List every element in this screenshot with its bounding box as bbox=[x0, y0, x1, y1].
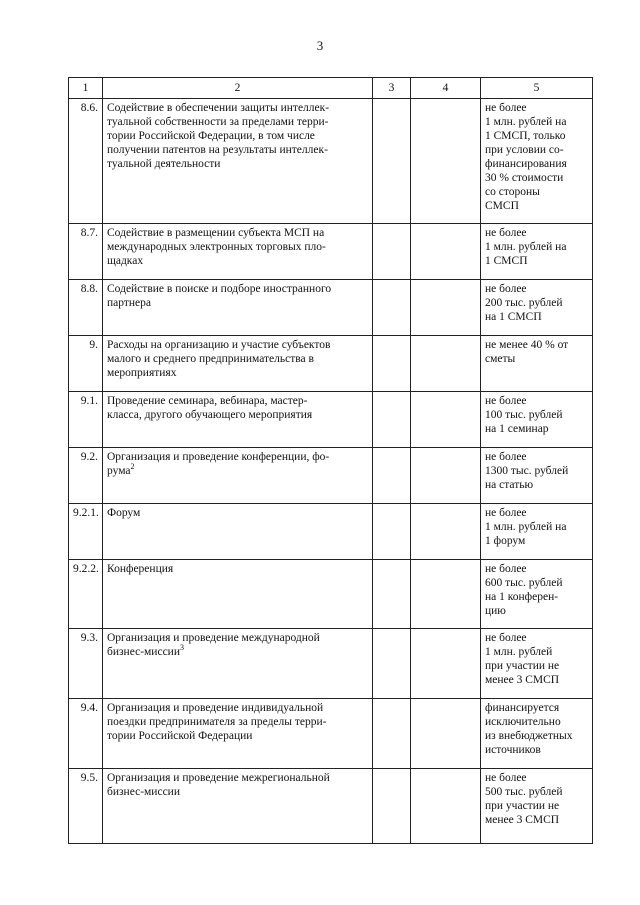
description-cell-text: Проведение семинара, вебинара, мастер- класса, другого обучающего мероприятия bbox=[107, 395, 313, 421]
row-number-cell-text: 8.8. bbox=[80, 283, 98, 295]
column-4-cell bbox=[411, 504, 481, 560]
row-number-cell bbox=[69, 280, 103, 336]
column-4-cell bbox=[411, 280, 481, 336]
limit-cell bbox=[481, 448, 593, 504]
column-3-cell bbox=[373, 448, 411, 504]
column-header-4: 4 bbox=[411, 78, 481, 99]
table-header-row bbox=[69, 78, 593, 99]
column-3-cell bbox=[373, 504, 411, 560]
description-cell-text: Организация и проведение индивидуальной поездки предпринимателя за пределы терри- тории Российской Федерации bbox=[107, 702, 327, 742]
table-row bbox=[69, 504, 593, 560]
description-cell-text: Организация и проведение конференции, фо- рума bbox=[107, 451, 330, 477]
limit-cell-text: не более 1 млн. рублей на 1 форум bbox=[485, 507, 567, 547]
column-3-cell bbox=[373, 336, 411, 392]
description-cell bbox=[103, 699, 373, 769]
description-cell bbox=[103, 504, 373, 560]
row-number-cell-text: 9.4. bbox=[80, 702, 98, 714]
limit-cell-text: не более 1 млн. рублей при участии не менее 3 СМСП bbox=[485, 632, 560, 686]
limit-cell-text: не более 500 тыс. рублей при участии не менее 3 СМСП bbox=[485, 772, 563, 826]
description-cell bbox=[103, 99, 373, 224]
footnote-marker: 3 bbox=[179, 643, 184, 653]
column-header-3: 3 bbox=[373, 78, 411, 99]
column-3-cell bbox=[373, 629, 411, 699]
table-row bbox=[69, 392, 593, 448]
limit-cell bbox=[481, 224, 593, 280]
description-cell-text: Содействие в поиске и подборе иностранного партнера bbox=[107, 283, 332, 309]
row-number-cell bbox=[69, 224, 103, 280]
row-number-cell-text: 9. bbox=[89, 339, 98, 351]
limit-cell bbox=[481, 504, 593, 560]
column-4-cell bbox=[411, 629, 481, 699]
limit-cell-text: финансируется исключительно из внебюджетных источников bbox=[485, 702, 573, 756]
table-row bbox=[69, 280, 593, 336]
description-cell-text: Форум bbox=[107, 507, 141, 519]
page-number: 3 bbox=[316, 38, 324, 53]
column-3-cell bbox=[373, 769, 411, 844]
column-3-cell bbox=[373, 699, 411, 769]
limit-cell bbox=[481, 629, 593, 699]
description-cell bbox=[103, 280, 373, 336]
description-cell-text: Организация и проведение международной бизнес-миссии bbox=[107, 632, 320, 658]
table-row bbox=[69, 448, 593, 504]
table-row bbox=[69, 224, 593, 280]
limit-cell bbox=[481, 99, 593, 224]
limit-cell-text: не более 1300 тыс. рублей на статью bbox=[485, 451, 569, 491]
description-cell-text: Содействие в обеспечении защиты интеллек- туальной собственности за пределами терри- тории Российской Федерации, в том числе получении патентов на результаты интеллек- туальной деятельности bbox=[107, 102, 330, 170]
row-number-cell bbox=[69, 392, 103, 448]
limit-cell bbox=[481, 336, 593, 392]
description-cell bbox=[103, 560, 373, 629]
table-row bbox=[69, 769, 593, 844]
column-3-cell bbox=[373, 99, 411, 224]
row-number-cell-text: 8.6. bbox=[80, 102, 98, 114]
column-header-5: 5 bbox=[481, 78, 593, 99]
row-number-cell bbox=[69, 769, 103, 844]
description-cell-text: Расходы на организацию и участие субъектов малого и среднего предпринимательства в мероприятиях bbox=[107, 339, 331, 379]
limit-cell bbox=[481, 769, 593, 844]
description-cell bbox=[103, 392, 373, 448]
description-cell bbox=[103, 224, 373, 280]
description-cell-text: Организация и проведение межрегиональной бизнес-миссии bbox=[107, 772, 330, 798]
row-number-cell bbox=[69, 99, 103, 224]
column-header-1: 1 bbox=[69, 78, 103, 99]
table-row bbox=[69, 99, 593, 224]
footnote-marker: 2 bbox=[130, 462, 135, 472]
column-3-cell bbox=[373, 224, 411, 280]
row-number-cell bbox=[69, 448, 103, 504]
limit-cell bbox=[481, 560, 593, 629]
row-number-cell-text: 9.1. bbox=[80, 395, 98, 407]
row-number-cell bbox=[69, 504, 103, 560]
column-3-cell bbox=[373, 392, 411, 448]
column-4-cell bbox=[411, 560, 481, 629]
column-4-cell bbox=[411, 392, 481, 448]
table-row bbox=[69, 699, 593, 769]
column-3-cell bbox=[373, 560, 411, 629]
limit-cell-text: не более 100 тыс. рублей на 1 семинар bbox=[485, 395, 563, 435]
column-4-cell bbox=[411, 448, 481, 504]
limit-cell-text: не более 1 млн. рублей на 1 СМСП, только при условии со- финансирования 30 % стоимости со стороны СМСП bbox=[485, 102, 567, 212]
row-number-cell-text: 9.2.2. bbox=[73, 563, 99, 575]
limit-cell bbox=[481, 699, 593, 769]
limit-cell-text: не более 1 млн. рублей на 1 СМСП bbox=[485, 227, 567, 267]
description-cell bbox=[103, 629, 373, 699]
table-row bbox=[69, 560, 593, 629]
row-number-cell bbox=[69, 336, 103, 392]
subsidy-table bbox=[68, 77, 593, 844]
column-4-cell bbox=[411, 336, 481, 392]
limit-cell-text: не более 200 тыс. рублей на 1 СМСП bbox=[485, 283, 563, 323]
description-cell-text: Содействие в размещении субъекта МСП на международных электронных торговых пло- щадках bbox=[107, 227, 326, 267]
limit-cell bbox=[481, 392, 593, 448]
row-number-cell-text: 9.3. bbox=[80, 632, 98, 644]
description-cell-text: Конференция bbox=[107, 563, 174, 575]
row-number-cell-text: 9.2.1. bbox=[73, 507, 99, 519]
table-row bbox=[69, 336, 593, 392]
column-4-cell bbox=[411, 699, 481, 769]
column-4-cell bbox=[411, 99, 481, 224]
table-row bbox=[69, 629, 593, 699]
description-cell bbox=[103, 448, 373, 504]
table-body bbox=[69, 99, 593, 844]
limit-cell bbox=[481, 280, 593, 336]
column-3-cell bbox=[373, 280, 411, 336]
row-number-cell bbox=[69, 629, 103, 699]
limit-cell-text: не более 600 тыс. рублей на 1 конферен- цию bbox=[485, 563, 563, 617]
row-number-cell-text: 9.2. bbox=[80, 451, 98, 463]
description-cell bbox=[103, 336, 373, 392]
row-number-cell bbox=[69, 699, 103, 769]
limit-cell-text: не менее 40 % от сметы bbox=[485, 339, 569, 365]
row-number-cell bbox=[69, 560, 103, 629]
description-cell bbox=[103, 769, 373, 844]
row-number-cell-text: 9.5. bbox=[80, 772, 98, 784]
column-header-2: 2 bbox=[103, 78, 373, 99]
column-4-cell bbox=[411, 769, 481, 844]
column-4-cell bbox=[411, 224, 481, 280]
row-number-cell-text: 8.7. bbox=[80, 227, 98, 239]
